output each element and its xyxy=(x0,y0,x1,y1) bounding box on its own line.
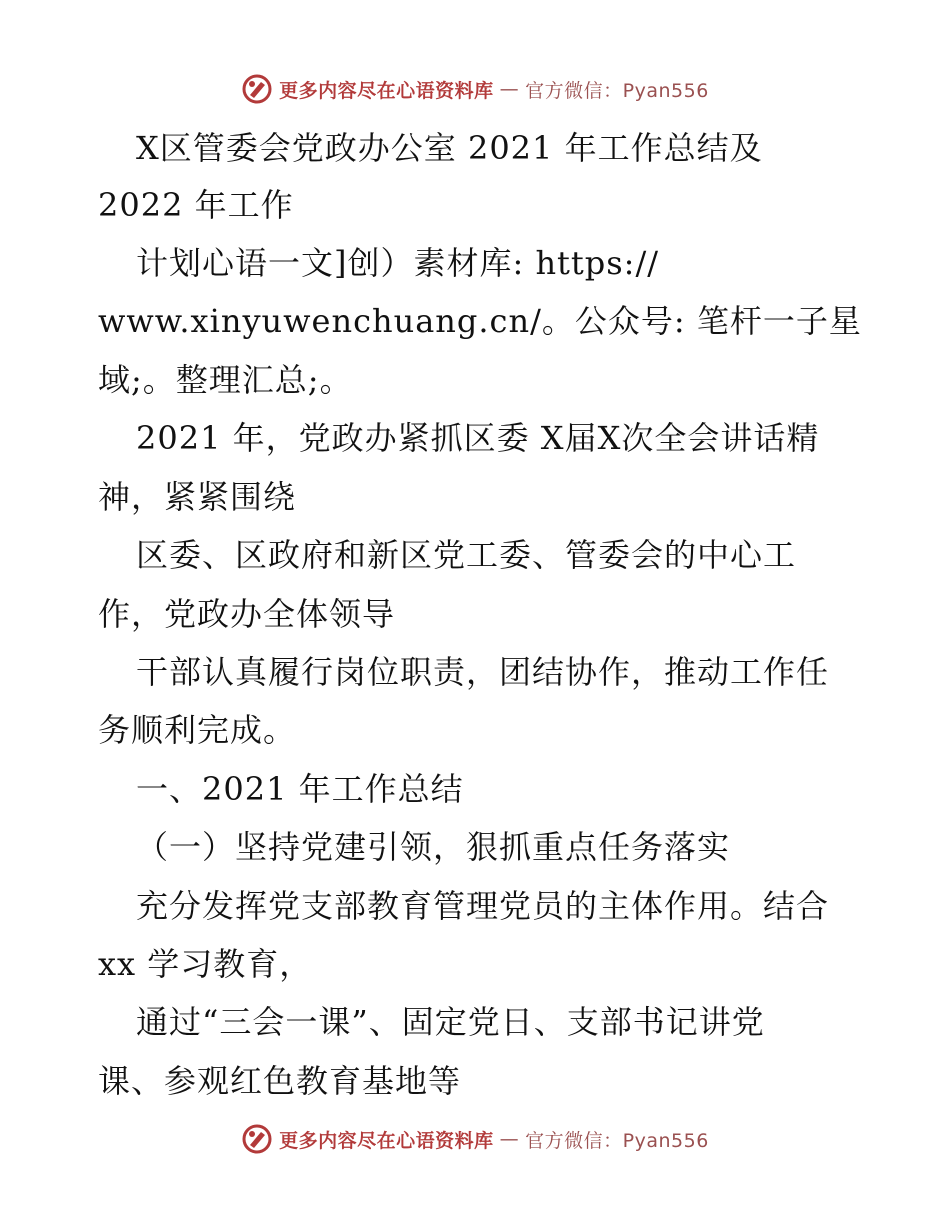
doc-line: www.xinyuwenchuang.cn/。公众号: 笔杆一子星 xyxy=(98,302,862,340)
header-banner xyxy=(0,71,950,107)
doc-line: 通过“三会一课”、固定党日、支部书记讲党 xyxy=(136,1003,765,1041)
doc-line: 课、参观红色教育基地等 xyxy=(98,1062,462,1100)
doc-line: 神，紧紧围绕 xyxy=(98,478,297,516)
doc-line: 域;。整理汇总;。 xyxy=(98,361,353,399)
banner-dash: — xyxy=(499,1128,520,1150)
section-heading: 一、2021 年工作总结 xyxy=(136,770,464,808)
doc-line: 区委、区政府和新区党工委、管委会的中心工 xyxy=(136,536,797,574)
doc-line: X区管委会党政办公室 2021 年工作总结及 xyxy=(136,129,763,167)
brand-logo-icon xyxy=(241,73,273,105)
doc-line: 计划心语一文]创）素材库: https:// xyxy=(136,244,660,282)
banner-main-text: 更多内容尽在心语资料库 xyxy=(279,1129,494,1152)
brand-logo-icon xyxy=(241,1123,273,1155)
doc-line: 干部认真履行岗位职责，团结协作，推动工作任 xyxy=(136,653,830,691)
doc-line: 2021 年，党政办紧抓区委 X届X次全会讲话精 xyxy=(136,419,820,457)
doc-line: 充分发挥党支部教育管理党员的主体作用。结合 xyxy=(136,887,830,925)
doc-line: xx 学习教育， xyxy=(98,945,313,983)
banner-main-text: 更多内容尽在心语资料库 xyxy=(279,79,494,102)
banner-wechat-text: 官方微信：Pyan556 xyxy=(525,79,709,102)
doc-line: 作，党政办全体领导 xyxy=(98,595,396,633)
banner-dash: — xyxy=(499,78,520,100)
footer-banner xyxy=(0,1121,950,1157)
banner-wechat-text: 官方微信：Pyan556 xyxy=(525,1129,709,1152)
doc-line: 2022 年工作 xyxy=(98,186,294,224)
subsection-heading: （一）坚持党建引领，狠抓重点任务落实 xyxy=(136,828,731,866)
doc-line: 务顺利完成。 xyxy=(98,711,297,749)
